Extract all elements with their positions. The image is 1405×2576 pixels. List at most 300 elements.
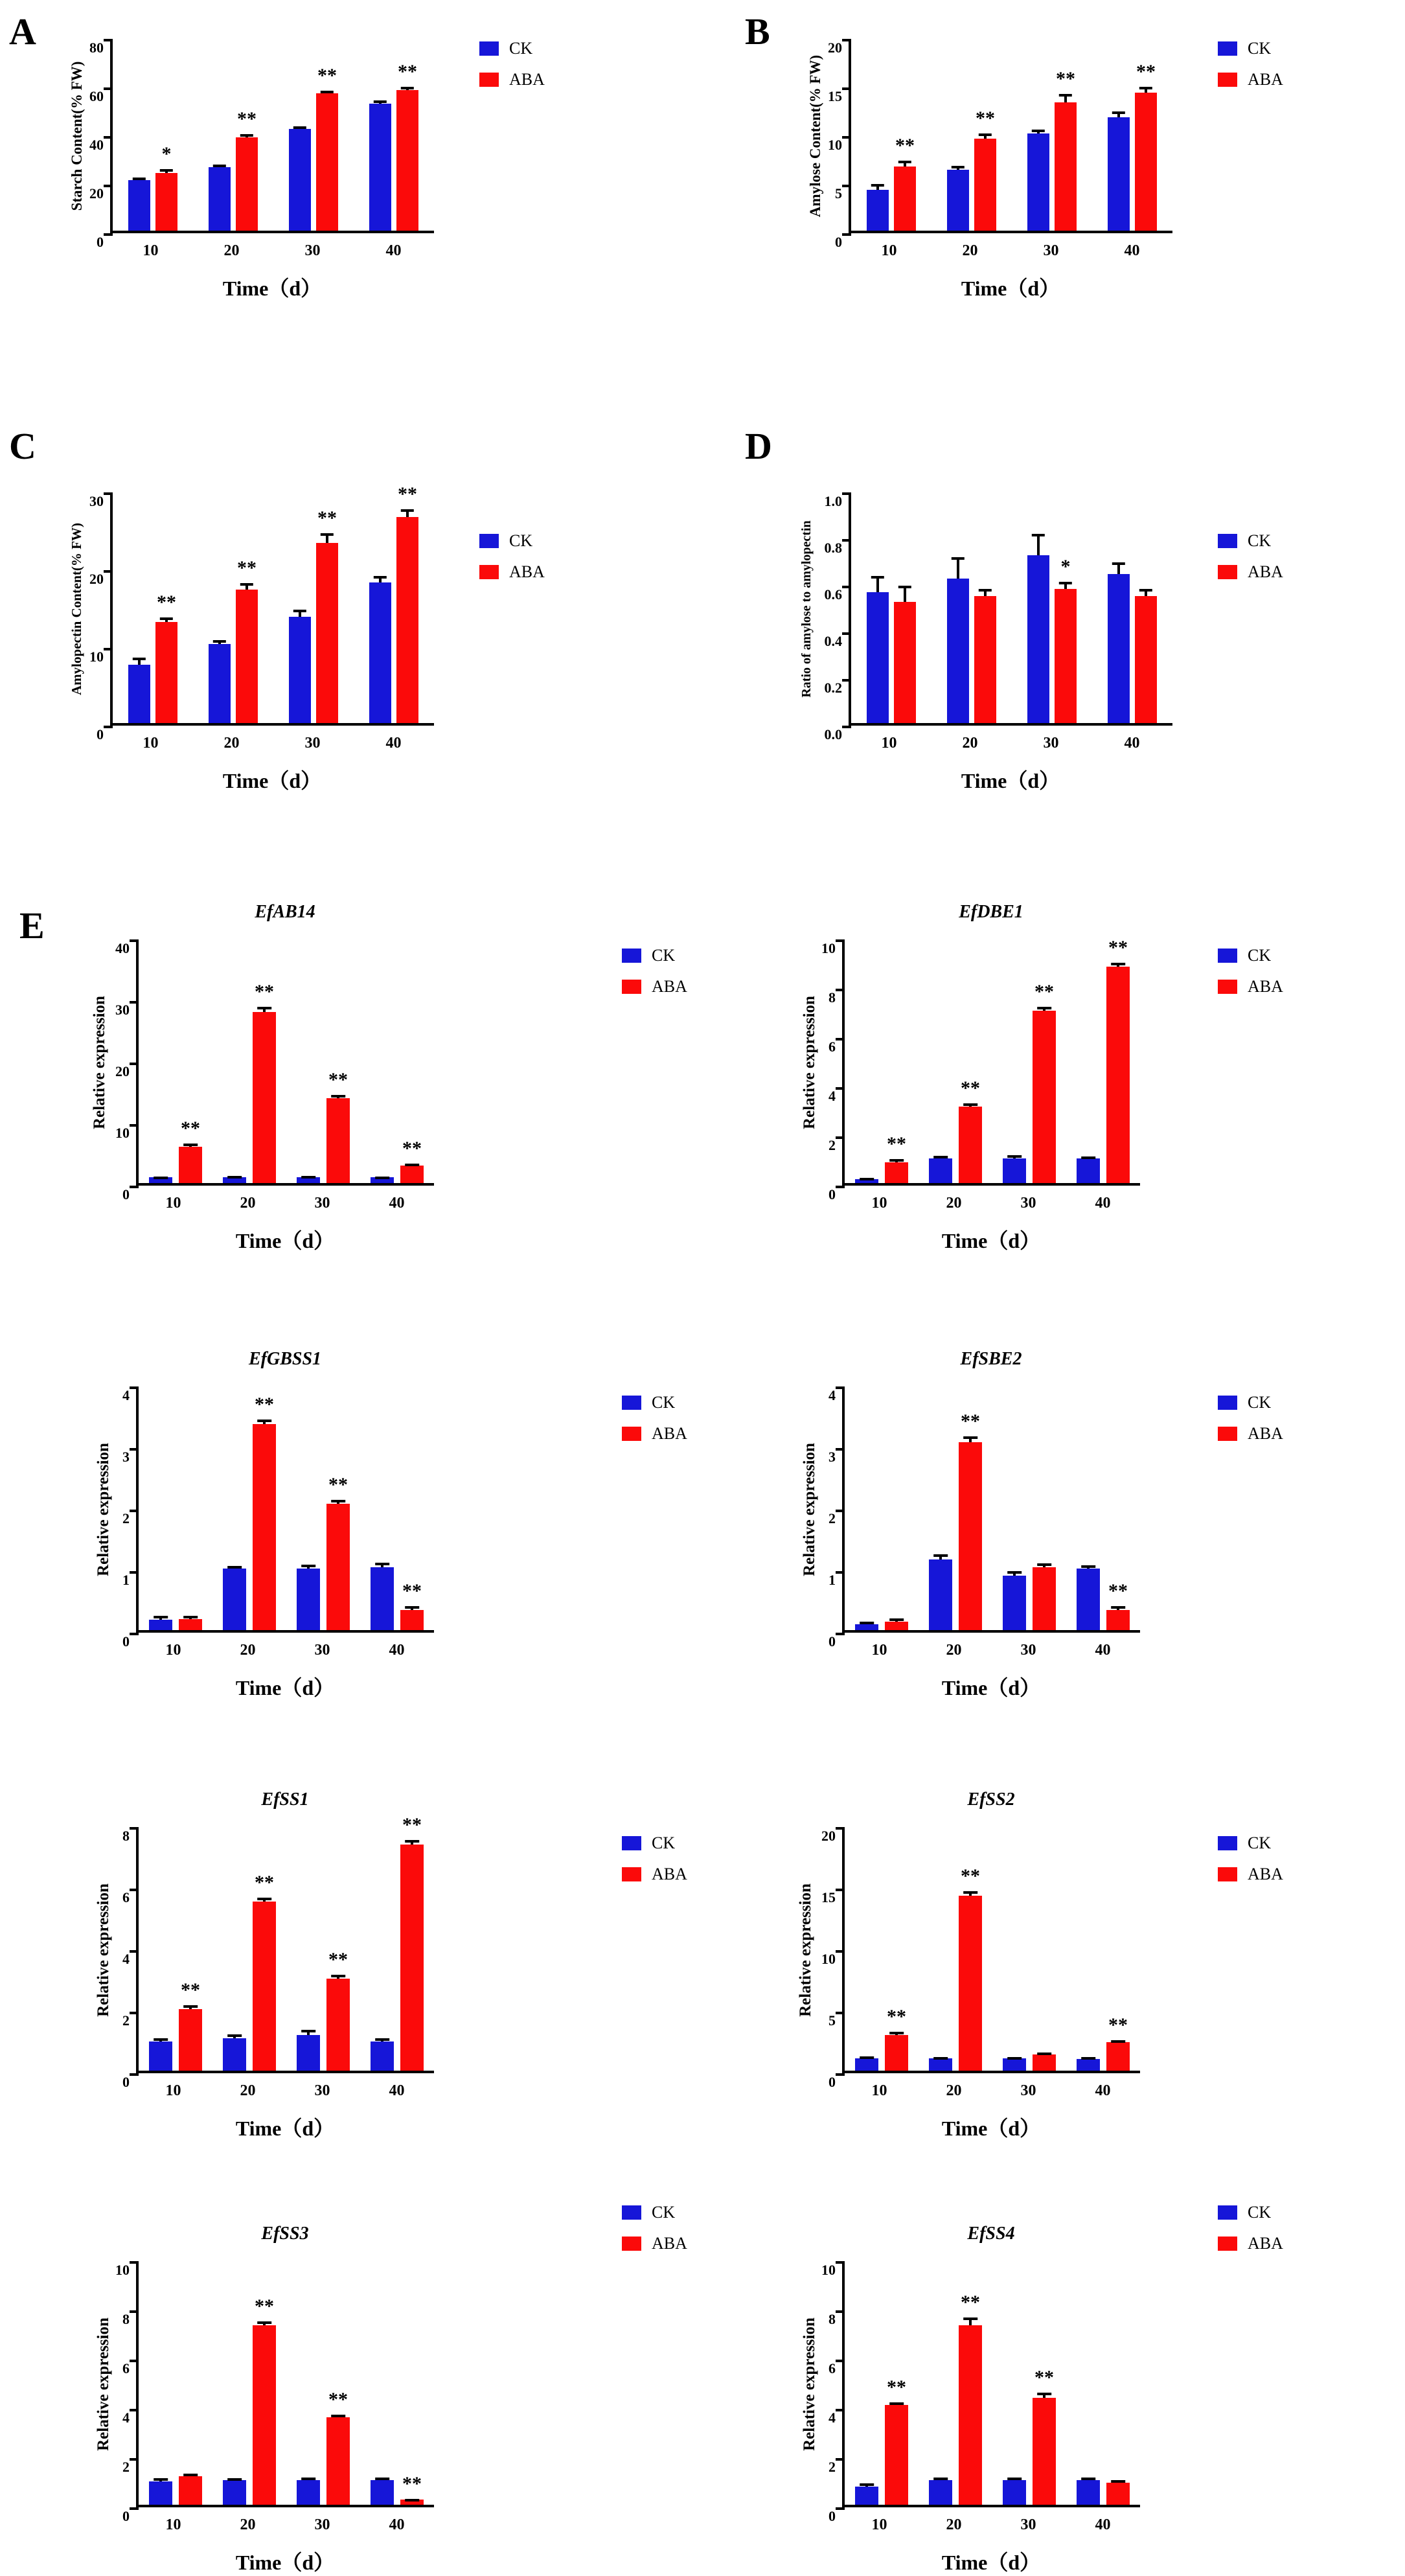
legend-label-aba: ABA [652,1865,687,1883]
plot-area-E8 [821,2261,1140,2524]
bar-ck-30[interactable] [1027,555,1049,723]
bar-ck-40[interactable] [1108,117,1130,231]
bar-aba-40[interactable] [400,1580,424,1630]
bar-group-40 [360,1386,434,1630]
x-tick-label: 10 [143,242,159,259]
y-tick-mark [130,1950,139,1953]
error-bar-cap [301,1176,315,1179]
y-tick-mark [842,632,851,635]
bar-ck-10[interactable] [128,665,150,723]
bar-group-20 [193,39,273,231]
error-bar-cap [933,2478,948,2480]
error-bar-cap [952,557,965,560]
bar-aba-30[interactable] [316,65,338,231]
x-tick-label: 30 [314,1642,330,1659]
bar-group-20 [931,39,1012,231]
x-tick-labels [136,1195,434,1212]
bar-ck-10[interactable] [149,1620,172,1630]
legend-item-aba[interactable] [479,562,545,582]
error-bar-cap [183,2474,198,2476]
y-tick-mark [836,2310,845,2313]
error-bar-cap [1112,562,1125,565]
x-tick-label: 40 [389,2516,405,2533]
bar-ck-30[interactable] [297,1177,320,1184]
bar-group-10 [845,2261,919,2505]
bar-aba-40[interactable] [1106,2483,1130,2505]
error-bar-cap [405,1164,419,1166]
bar-ck-10[interactable] [855,1624,878,1631]
bar-aba-40[interactable] [1106,936,1130,1183]
x-axis-title: Time（d） [941,1229,1041,1252]
legend-item-ck[interactable] [622,2203,687,2222]
x-tick-labels [110,242,434,260]
bar-aba-40[interactable] [400,1813,424,2071]
error-bar-cap [374,576,387,579]
bar-ck-40[interactable] [1077,2059,1100,2071]
bar-aba-40[interactable] [1106,2014,1130,2071]
panel-letter-B: B [745,10,770,52]
error-bar-cap [933,1554,948,1557]
bar-group-10 [139,2261,212,2505]
significance-marker: ** [181,1979,200,2001]
y-tick-mark [104,233,113,236]
legend-swatch-aba [1218,1427,1237,1441]
significance-marker: * [1060,556,1071,578]
error-bar-cap [1037,1563,1051,1566]
plot-area-E5 [122,1813,434,2090]
bar-aba-30[interactable] [1033,2054,1056,2071]
bar-aba-10[interactable] [155,591,177,723]
x-tick-label: 40 [1095,1195,1111,1212]
bar-ck-20[interactable] [223,1569,246,1630]
bar-ck-10[interactable] [128,180,150,231]
error-bar-cap [375,1177,389,1179]
legend-item-aba[interactable] [1218,977,1283,996]
error-bar-cap [257,1420,271,1422]
y-tick-label: 2 [828,1510,836,1526]
y-axis-title: Relative expression [95,1443,112,1576]
error-bar-cap [1111,963,1125,965]
x-tick-label: 10 [871,2082,887,2099]
chart-title: EfSS3 [261,2224,309,2244]
bar-ck-10[interactable] [149,2041,172,2071]
bar-ck-40[interactable] [1077,1569,1100,1630]
legend-item-aba[interactable] [622,1865,687,1884]
x-tick-label: 30 [1020,2516,1036,2533]
bar-aba-30[interactable] [1055,556,1077,723]
y-tick-mark [130,1827,139,1830]
y-tick-mark [130,1063,139,1065]
bar-aba-20[interactable] [253,981,276,1183]
bar-ck-10[interactable] [149,2481,172,2505]
bar-ck-40[interactable] [371,2041,394,2071]
y-tick-label: 2 [122,2012,130,2029]
bar-ck-20[interactable] [929,2480,952,2505]
legend-item-aba[interactable] [1218,2234,1283,2253]
y-tick-label: 0 [122,2074,130,2090]
y-tick-label: 0 [828,2074,836,2090]
legend-swatch-aba [1218,565,1237,579]
bar-group-10 [113,39,193,231]
bar-aba-30[interactable] [1033,1567,1056,1630]
bar-ck-20[interactable] [209,167,231,231]
bar-aba-10[interactable] [155,143,177,231]
bar-groups [851,492,1172,723]
bar-ck-40[interactable] [1077,2480,1100,2505]
legend-E2 [1218,946,1283,1008]
bar-group-40 [360,939,434,1183]
legend-E1 [622,946,687,1008]
bar-aba-20[interactable] [959,2292,982,2505]
bar-ck-10[interactable] [149,1177,172,1183]
error-bar-cap [1059,94,1072,97]
y-tick-mark [104,185,113,187]
bar-aba-30[interactable] [326,1948,350,2071]
error-bar-cap [301,2478,315,2480]
x-axis-title: Time（d） [235,2117,335,2140]
bar-aba-30[interactable] [316,507,338,723]
legend-D [1218,531,1283,593]
x-axis-title: Time（d） [961,277,1060,300]
bar-ck-30[interactable] [1003,1158,1026,1183]
bar-ck-30[interactable] [1003,2058,1026,2071]
error-bar-cap [257,2321,271,2324]
bar-ck-10[interactable] [855,2058,878,2071]
significance-marker: ** [1108,2014,1128,2036]
legend-item-ck[interactable] [622,946,687,965]
error-bar-cap [933,1156,948,1158]
error-bar-cap [860,1178,874,1180]
y-tick-label: 6 [122,2360,130,2376]
panel-letter-E: E [19,904,45,947]
y-tick-mark [104,39,113,41]
x-tick-label: 20 [223,735,240,752]
y-tick-mark [130,2458,139,2461]
plot-area-C [89,483,434,742]
legend-item-aba[interactable] [1218,562,1283,582]
bar-ck-20[interactable] [929,1158,952,1183]
error-bar-cap [331,2415,345,2417]
error-bar-cap [213,165,226,167]
legend-label-aba: ABA [509,562,545,581]
significance-marker: ** [961,1865,980,1887]
y-tick-label: 4 [122,1387,130,1403]
bar-aba-40[interactable] [1135,596,1157,723]
x-tick-labels [136,1642,434,1659]
bar-aba-10[interactable] [885,2376,908,2505]
bar-group-20 [919,939,992,1183]
y-tick-mark [104,570,113,573]
legend-item-ck[interactable] [1218,1393,1283,1412]
x-tick-labels [110,735,434,752]
bar-aba-10[interactable] [894,135,916,231]
y-tick-label: 0.2 [824,680,842,696]
x-tick-label: 20 [962,242,978,259]
error-bar-cap [860,2483,874,2486]
bar-aba-20[interactable] [253,1872,276,2071]
y-tick-label: 30 [115,1002,130,1018]
y-tick-label: 0 [122,2508,130,2524]
legend-item-ck[interactable] [1218,531,1283,551]
legend-swatch-aba [622,1427,641,1441]
x-tick-label: 20 [240,2082,256,2099]
legend-A [479,39,545,101]
significance-marker: ** [976,108,995,129]
y-tick-label: 0 [828,2508,836,2524]
x-tick-label: 20 [946,1195,962,1212]
bar-aba-10[interactable] [885,2006,908,2071]
y-tick-label: 15 [828,88,842,104]
y-tick-mark [836,2012,845,2014]
bar-aba-30[interactable] [1033,2367,1056,2505]
legend-label-ck: CK [1248,1393,1272,1412]
bar-ck-40[interactable] [371,2480,394,2505]
bar-aba-10[interactable] [179,1118,202,1183]
x-axis-title: Time（d） [941,1676,1041,1699]
bar-aba-10[interactable] [885,1622,908,1630]
y-tick-label: 0 [97,234,104,250]
x-tick-label: 40 [1124,242,1140,259]
y-tick-mark [836,939,845,942]
y-tick-mark [130,1448,139,1451]
bar-aba-10[interactable] [179,1619,202,1630]
y-tick-mark [130,2310,139,2313]
bar-ck-40[interactable] [371,1177,394,1183]
bar-aba-10[interactable] [894,602,916,723]
error-bar-cap [331,1095,345,1098]
y-tick-label: 10 [821,1951,836,1967]
error-bar-cap [1111,2480,1125,2483]
bar-group-40 [1092,492,1172,723]
y-tick-mark [130,2261,139,2264]
significance-marker: ** [328,1069,348,1091]
bar-group-30 [286,939,360,1183]
bar-group-30 [286,1386,360,1630]
bar-ck-30[interactable] [289,617,311,723]
significance-marker: ** [887,2006,906,2028]
bar-ck-20[interactable] [209,644,231,723]
error-bar-cap [1081,1156,1095,1159]
bar-group-20 [212,939,286,1183]
x-tick-label: 20 [240,1642,256,1659]
bar-group-20 [919,2261,992,2505]
bar-ck-20[interactable] [223,1177,246,1184]
bar-group-40 [360,1813,434,2071]
legend-item-aba[interactable] [1218,70,1283,89]
bar-group-40 [1066,936,1140,1183]
significance-marker: ** [255,1872,274,1894]
bar-ck-30[interactable] [1003,2480,1026,2505]
bar-ck-40[interactable] [371,1567,394,1630]
bar-ck-20[interactable] [947,170,969,231]
y-tick-mark [836,2409,845,2411]
error-bar-cap [227,2478,242,2481]
bar-aba-20[interactable] [974,108,996,231]
bar-ck-10[interactable] [867,190,889,231]
legend-label-ck: CK [652,946,676,965]
x-tick-label: 30 [304,242,321,259]
bar-ck-40[interactable] [369,582,391,723]
bar-aba-40[interactable] [1106,1580,1130,1630]
x-tick-label: 40 [1095,2082,1111,2099]
bar-ck-20[interactable] [929,1559,952,1630]
legend-item-ck[interactable] [1218,1834,1283,1853]
legend-item-ck[interactable] [479,531,545,551]
error-bar-cap [1139,589,1152,592]
error-bar-cap [227,2034,242,2037]
legend-item-ck[interactable] [622,1834,687,1853]
significance-marker: ** [887,2376,906,2398]
significance-marker: ** [961,1077,980,1099]
bar-ck-20[interactable] [223,2480,246,2505]
error-bar-cap [374,100,387,103]
bar-ck-10[interactable] [855,2487,878,2505]
y-tick-label: 8 [122,1828,130,1844]
significance-marker: ** [402,2472,422,2494]
error-bar-cap [1111,2040,1125,2043]
bar-ck-20[interactable] [929,2058,952,2071]
error-bar-cap [1081,2478,1095,2480]
legend-item-aba[interactable] [622,2234,687,2253]
error-bar-cap [183,2005,198,2008]
x-tick-label: 40 [1124,735,1140,752]
bar-aba-20[interactable] [959,1410,982,1630]
x-tick-labels [842,2516,1140,2534]
legend-item-ck[interactable] [1218,39,1283,58]
bar-ck-40[interactable] [1077,1158,1100,1183]
y-tick-mark [836,1571,845,1574]
bar-aba-20[interactable] [253,1394,276,1630]
legend-label-aba: ABA [652,2234,687,2253]
x-axis-title: Time（d） [961,769,1060,792]
legend-item-ck[interactable] [1218,2203,1283,2222]
y-tick-mark [836,2458,845,2461]
bar-aba-30[interactable] [1033,981,1056,1183]
bar-ck-40[interactable] [369,104,391,231]
bar-ck-20[interactable] [223,2038,246,2071]
bar-aba-40[interactable] [1135,61,1157,231]
error-bar-cap [871,576,884,579]
bar-aba-10[interactable] [179,2476,202,2505]
legend-item-aba[interactable] [1218,1865,1283,1884]
y-tick-label: 1 [122,1572,130,1588]
legend-item-aba[interactable] [479,70,545,89]
y-tick-label: 1 [828,1572,836,1588]
bar-ck-30[interactable] [297,1569,320,1630]
legend-label-aba: ABA [1248,70,1283,89]
bar-ck-30[interactable] [289,129,311,231]
significance-marker: ** [1108,936,1128,958]
error-bar-cap [898,586,911,588]
y-tick-label: 15 [821,1889,836,1905]
bar-aba-10[interactable] [885,1133,908,1183]
bar-aba-40[interactable] [396,483,418,723]
y-tick-label: 8 [828,2311,836,2327]
significance-marker: ** [402,1137,422,1159]
bar-group-30 [286,2261,360,2505]
bar-aba-20[interactable] [236,108,258,231]
bar-aba-20[interactable] [236,557,258,723]
bar-aba-30[interactable] [326,1473,350,1630]
y-tick-mark [836,1186,845,1188]
error-bar-cap [963,1103,977,1106]
legend-item-aba[interactable] [622,977,687,996]
bar-aba-30[interactable] [326,2388,350,2505]
error-bar-cap [952,166,965,168]
legend-E5 [622,1834,687,1896]
bar-aba-20[interactable] [253,2295,276,2505]
bar-ck-10[interactable] [867,592,889,723]
significance-marker: ** [237,108,257,130]
x-tick-label: 40 [385,735,402,752]
legend-item-ck[interactable] [622,1393,687,1412]
legend-item-aba[interactable] [622,1424,687,1443]
bar-group-20 [931,492,1012,723]
bar-aba-20[interactable] [974,596,996,723]
bar-ck-10[interactable] [855,1179,878,1183]
bar-ck-30[interactable] [297,2480,320,2505]
bar-ck-30[interactable] [1003,1576,1026,1630]
y-tick-mark [104,726,113,728]
y-tick-label: 0.0 [824,726,842,742]
legend-item-ck[interactable] [1218,946,1283,965]
y-tick-label: 3 [828,1449,836,1465]
bar-groups [139,1813,434,2071]
bar-ck-30[interactable] [297,2035,320,2071]
error-bar-cap [889,1618,904,1621]
x-tick-label: 10 [871,1195,887,1212]
bar-group-10 [851,492,931,723]
chart-title: EfDBE1 [959,902,1023,922]
x-tick-label: 40 [389,2082,405,2099]
legend-item-ck[interactable] [479,39,545,58]
legend-item-aba[interactable] [1218,1424,1283,1443]
x-tick-label: 30 [1043,242,1059,259]
plot-area-B [828,39,1172,250]
y-tick-label: 8 [828,989,836,1006]
bar-group-30 [992,2261,1066,2505]
bar-aba-10[interactable] [179,1979,202,2071]
significance-marker: ** [1056,67,1075,89]
bar-aba-20[interactable] [959,1865,982,2071]
bar-ck-20[interactable] [947,579,969,723]
y-tick-label: 0 [97,726,104,742]
y-tick-label: 20 [89,571,104,587]
bar-groups [113,483,434,723]
bar-aba-30[interactable] [1055,67,1077,231]
error-bar-cap [1032,130,1045,132]
bar-ck-30[interactable] [1027,133,1049,231]
y-tick-mark [836,2507,845,2510]
bar-aba-40[interactable] [396,61,418,231]
legend-B [1218,39,1283,101]
error-bar-cap [405,2499,419,2501]
bar-aba-40[interactable] [400,2472,424,2505]
y-tick-mark [104,87,113,90]
bar-ck-40[interactable] [1108,574,1130,723]
y-tick-label: 2 [122,1510,130,1526]
bar-aba-40[interactable] [400,1137,424,1183]
y-tick-label: 2 [828,2459,836,2475]
chart-title: EfSS1 [261,1789,309,1810]
error-bar-cap [240,583,253,586]
x-tick-label: 30 [314,2516,330,2533]
x-tick-label: 20 [240,1195,256,1212]
error-bar-cap [1081,2057,1095,2060]
bar-aba-30[interactable] [326,1069,350,1183]
y-tick-mark [130,1186,139,1188]
bar-aba-20[interactable] [959,1077,982,1183]
